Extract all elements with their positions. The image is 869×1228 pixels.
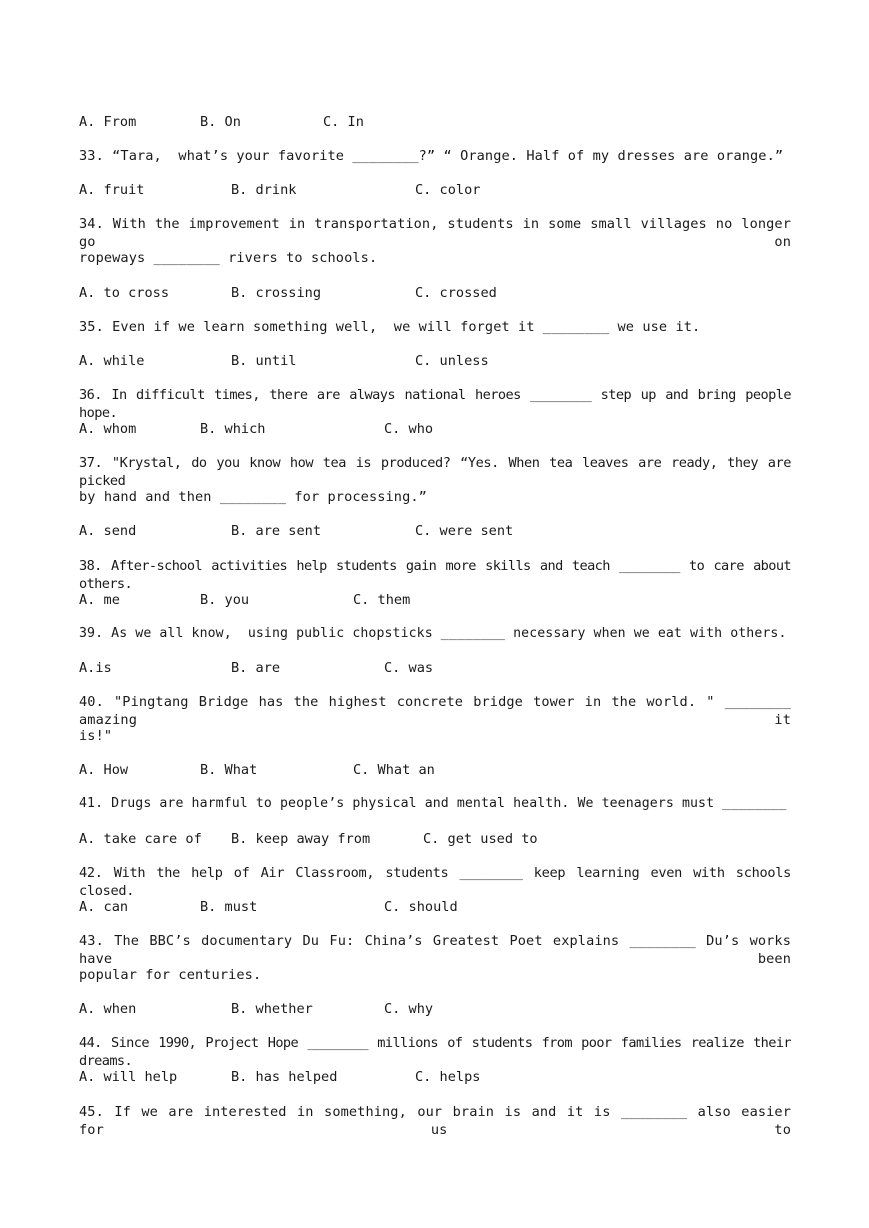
question-42-text: 42. With the help of Air Classroom, students ________ keep learning even with schools closed.: [79, 865, 791, 899]
question-40-text: 40. "Pingtang Bridge has the highest concrete bridge tower in the world. " ________ amazing it: [79, 694, 791, 728]
question-43-text: 43. The BBC’s documentary Du Fu: China’s Greatest Poet explains ________ Du’s works have been: [79, 933, 791, 967]
question-34-text: 34. With the improvement in transportation, students in some small villages no longer go on: [79, 216, 791, 250]
option-a: A. whom: [79, 421, 137, 437]
question-34-text-cont: ropeways ________ rivers to schools.: [79, 250, 378, 266]
option-c: C. helps: [415, 1069, 481, 1085]
option-c: C. were sent: [415, 523, 514, 539]
option-c: C. them: [353, 592, 411, 608]
option-a: A. while: [79, 353, 145, 369]
question-41-text: 41. Drugs are harmful to people’s physical and mental health. We teenagers must ________: [79, 796, 787, 811]
option-b: B. has helped: [231, 1069, 338, 1085]
option-c: C. get used to: [423, 831, 538, 847]
option-a: A. will help: [79, 1069, 178, 1085]
option-a: A. can: [79, 899, 129, 915]
option-c: C. crossed: [415, 285, 497, 301]
option-b: B. are sent: [231, 523, 322, 539]
option-a: A. me: [79, 592, 120, 608]
question-37-text: 37. "Krystal, do you know how tea is produced? “Yes. When tea leaves are ready, they are picked: [79, 455, 791, 489]
option-b: B. keep away from: [231, 831, 371, 847]
option-b: B. are: [231, 660, 281, 676]
option-a: A. take care of: [79, 831, 202, 847]
option-b: B. until: [231, 353, 297, 369]
question-33-text: 33. “Tara, what’s your favorite ________?” “ Orange. Half of my dresses are orange.”: [79, 148, 784, 164]
option-c: C. unless: [415, 353, 489, 369]
option-c: C. What an: [353, 762, 435, 778]
option-c: C. was: [384, 660, 434, 676]
option-a: A.is: [79, 660, 112, 676]
option-b: B. which: [200, 421, 266, 437]
option-c: C. why: [384, 1001, 434, 1017]
option-a: A. when: [79, 1001, 137, 1017]
option-b: B. must: [200, 899, 258, 915]
option-a: A. send: [79, 523, 137, 539]
question-37-text-cont: by hand and then ________ for processing.”: [79, 489, 427, 505]
option-c: C. should: [384, 899, 458, 915]
question-45-text: 45. If we are interested in something, our brain is and it is ________ also easier for us to: [79, 1104, 791, 1138]
question-44-text: 44. Since 1990, Project Hope ________ millions of students from poor families realize their dreams.: [79, 1035, 791, 1069]
option-b: B. whether: [231, 1001, 313, 1017]
question-35-text: 35. Even if we learn something well, we will forget it ________ we use it.: [79, 319, 701, 335]
question-40-text-cont: is!": [79, 728, 113, 744]
option-c: C. color: [415, 182, 481, 198]
question-36-text: 36. In difficult times, there are always national heroes ________ step up and bring people hope.: [79, 387, 791, 421]
option-a: A. How: [79, 762, 129, 778]
option-a: A. fruit: [79, 182, 145, 198]
question-43-text-cont: popular for centuries.: [79, 967, 262, 983]
option-b: B. drink: [231, 182, 297, 198]
option-b: B. crossing: [231, 285, 322, 301]
option-a: A. to cross: [79, 285, 170, 301]
option-c: C. who: [384, 421, 434, 437]
question-38-text: 38. After-school activities help students gain more skills and teach ________ to care about others.: [79, 558, 791, 592]
option-b: B. What: [200, 762, 258, 778]
option-b: B. On: [200, 114, 241, 130]
option-b: B. you: [200, 592, 250, 608]
option-c: C. In: [323, 114, 364, 130]
option-a: A. From: [79, 114, 137, 130]
question-39-text: 39. As we all know, using public chopsticks ________ necessary when we eat with others.: [79, 626, 787, 641]
